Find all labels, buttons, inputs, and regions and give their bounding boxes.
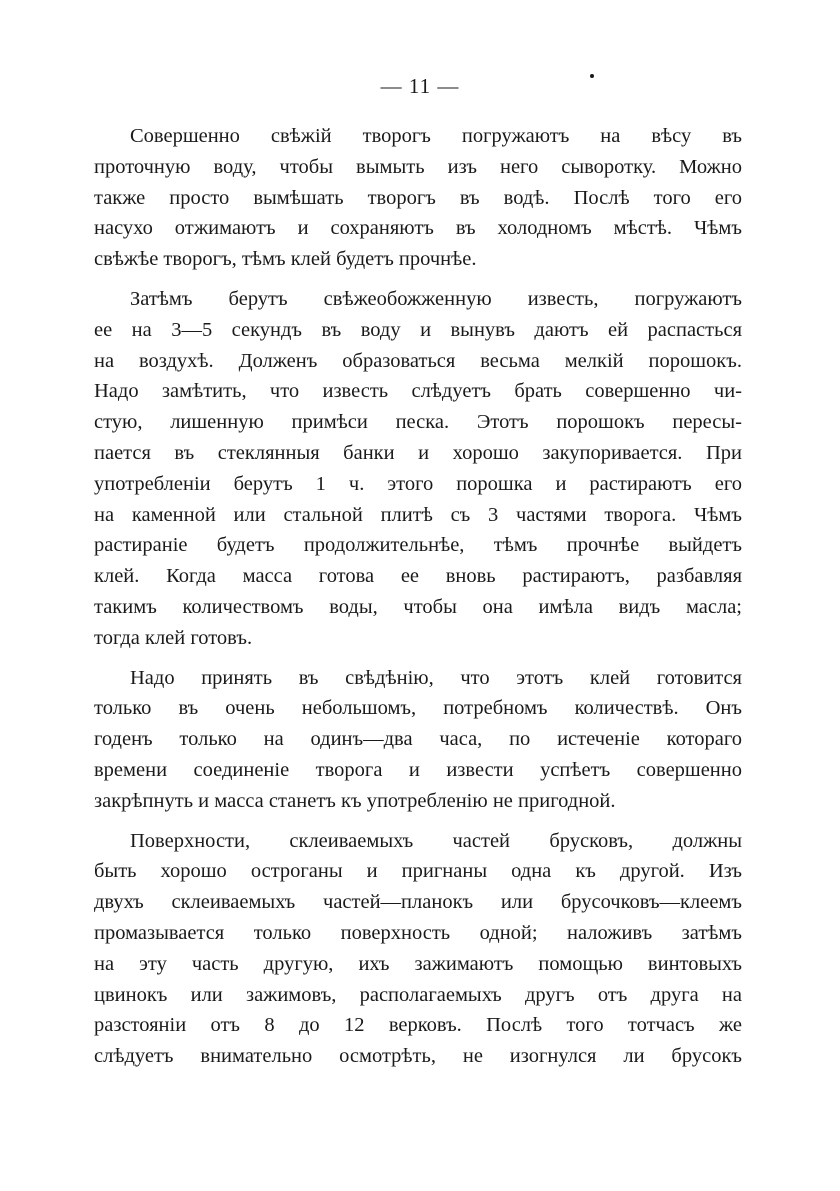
text-line: стую, лишенную примѣси песка. Этотъ порошокъ пересы- [94, 411, 742, 434]
text-line: годенъ только на одинъ—два часа, по истеченіе котораго [94, 728, 742, 751]
text-line: клей. Когда масса готова ее вновь растираютъ, разбавляя [94, 565, 742, 588]
text-line: Совершенно свѣжій творогъ погружаютъ на вѣсу въ [130, 125, 742, 147]
text-line: на воздухѣ. Долженъ образоваться весьма мелкій порошокъ. [94, 349, 742, 372]
text-line: Поверхности, склеиваемыхъ частей брусковъ, должны [130, 829, 742, 852]
paragraph [94, 663, 742, 817]
text-line: разстояніи отъ 8 до 12 верковъ. Послѣ того тотчасъ же [94, 1014, 742, 1037]
body-text [94, 121, 742, 1081]
paragraph [94, 284, 742, 654]
text-line: Затѣмъ берутъ свѣжеобожженную известь, погружаютъ [130, 287, 742, 310]
text-line: быть хорошо остроганы и пригнаны одна къ другой. Изъ [94, 860, 742, 883]
text-line: ее на 3—5 секундъ въ воду и вынувъ даютъ ей распасться [94, 318, 742, 341]
text-line: растираніе будетъ продолжительнѣе, тѣмъ прочнѣе выйдетъ [94, 534, 742, 557]
text-line: цвинокъ или зажимовъ, располагаемыхъ другъ отъ друга на [94, 983, 742, 1006]
text-line: на каменной или стальной плитѣ съ 3 частями творога. Чѣмъ [94, 503, 742, 526]
text-line: времени соединеніе творога и извести успѣетъ совершенно [94, 758, 742, 781]
text-line: слѣдуетъ внимательно осмотрѣть, не изогнулся ли брусокъ [94, 1045, 742, 1068]
text-line: двухъ склеиваемыхъ частей—планокъ или брусочковъ—клеемъ [94, 891, 742, 914]
text-line: на эту часть другую, ихъ зажимаютъ помощью винтовыхъ [94, 952, 742, 975]
text-line: употребленіи берутъ 1 ч. этого порошка и растираютъ его [94, 472, 742, 495]
text-line: свѣжѣе творогъ, тѣмъ клей будетъ прочнѣе. [94, 248, 477, 271]
text-line: только въ очень небольшомъ, потребномъ количествѣ. Онъ [94, 697, 742, 720]
text-line: пается въ стеклянныя банки и хорошо закупоривается. При [94, 441, 742, 464]
text-line: насухо отжимаютъ и сохраняютъ въ холодномъ мѣстѣ. Чѣмъ [94, 217, 742, 240]
text-line: Надо замѣтить, что известь слѣдуетъ брать совершенно чи- [94, 380, 742, 403]
text-line: такимъ количествомъ воды, чтобы она имѣла видъ масла; [94, 595, 742, 618]
paragraph [94, 121, 742, 275]
page-number: — 11 — [380, 74, 460, 98]
print-speck [590, 74, 594, 78]
text-line: закрѣпнуть и масса станетъ къ употребленію не пригодной. [94, 789, 616, 812]
text-line: Надо принять въ свѣдѣнію, что этотъ клей готовится [130, 666, 742, 689]
text-line: тогда клей готовъ. [94, 626, 253, 649]
paragraph [94, 826, 742, 1072]
text-line: проточную воду, чтобы вымыть изъ него сыворотку. Можно [94, 155, 742, 178]
text-line: промазывается только поверхность одной; наложивъ затѣмъ [94, 921, 742, 944]
text-line: также просто вымѣшать творогъ въ водѣ. Послѣ того его [94, 186, 742, 209]
